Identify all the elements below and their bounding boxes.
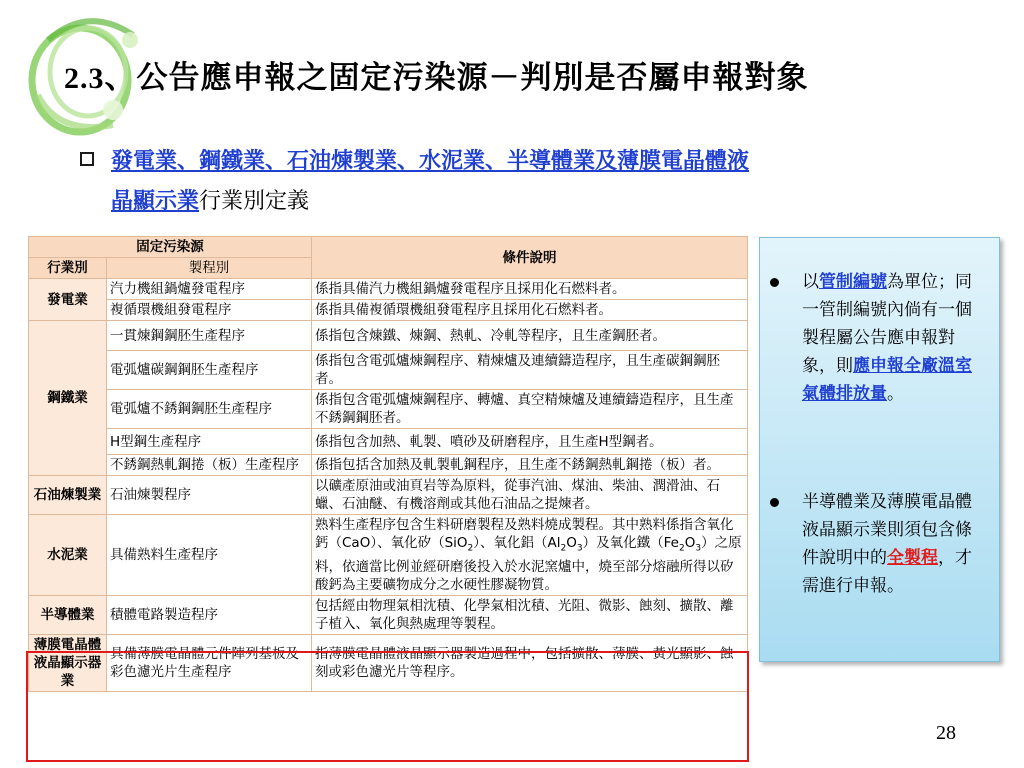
process-cell: 汽力機組鍋爐發電程序 xyxy=(107,279,312,300)
title-number: 2.3 xyxy=(64,62,105,95)
process-cell: 不銹鋼熱軋鋼捲（板）生產程序 xyxy=(107,455,312,476)
note-link-whole-plant[interactable]: 應申報全廠溫室氣體排放量 xyxy=(802,356,972,404)
header-process: 製程別 xyxy=(107,258,312,279)
condition-cell: 係指具備複循環機組發電程序且採用化石燃料者。 xyxy=(312,300,748,321)
bullet-dot-icon xyxy=(770,278,779,287)
condition-cell: 係指包含電弧爐煉鋼程序、轉爐、真空精煉爐及連續鑄造程序，且生產不銹鋼鋼胚者。 xyxy=(312,390,748,429)
table-row xyxy=(29,390,748,429)
condition-cell: 係指包含煉鐵、煉鋼、熱軋、冷軋等程序，且生產鋼胚者。 xyxy=(312,321,748,351)
condition-cell: 指薄膜電晶體液晶顯示器製造過程中，包括擴散、薄膜、黃光顯影、蝕刻或彩色濾光片等程序。 xyxy=(312,634,748,691)
industry-cell: 水泥業 xyxy=(29,515,107,596)
table-row xyxy=(29,595,748,634)
table-row xyxy=(29,634,748,691)
condition-cell: 以礦產原油或油頁岩等為原料，從事汽油、煤油、柴油、潤滑油、石蠟、石油醚、有機溶劑或其他石油品之提煉者。 xyxy=(312,476,748,515)
process-cell: H型鋼生產程序 xyxy=(107,429,312,455)
process-cell: 積體電路製造程序 xyxy=(107,595,312,634)
table-row xyxy=(29,476,748,515)
table-row xyxy=(29,515,748,596)
note-highlight-full-process[interactable]: 全製程 xyxy=(887,548,938,568)
table-row xyxy=(29,279,748,300)
subheading-tft-link[interactable]: 晶顯示業 xyxy=(111,189,200,214)
note-text: 半導體業及薄膜電晶體液晶顯示業則須包含條件說明中的 xyxy=(802,492,972,568)
header-condition: 條件說明 xyxy=(312,237,748,279)
subscript: 2 xyxy=(467,543,474,554)
table-header-row xyxy=(29,237,748,258)
note-link-control-number[interactable]: 管制編號 xyxy=(819,272,887,292)
industry-cell: 石油煉製業 xyxy=(29,476,107,515)
process-cell: 石油煉製程序 xyxy=(107,476,312,515)
condition-text: ）、氧化鋁（Al xyxy=(473,535,561,551)
note-text: ，才需進行申報。 xyxy=(802,548,972,596)
industry-cell: 發電業 xyxy=(29,279,107,321)
table-row xyxy=(29,429,748,455)
title-text: 、公告應申報之固定污染源－判別是否屬申報對象 xyxy=(104,60,809,96)
condition-cell: 係指具備汽力機組鍋爐發電程序且採用化石燃料者。 xyxy=(312,279,748,300)
table-row xyxy=(29,321,748,351)
condition-text: ）之原料，依適當比例並經研磨後投入於水泥窯爐中，燒至部分熔融所得以矽酸鈣為主要礦物成分之水硬性膠凝物質。 xyxy=(315,535,742,593)
header-industry: 行業別 xyxy=(29,258,107,279)
process-cell: 具備熟料生產程序 xyxy=(107,515,312,596)
condition-text: O xyxy=(566,535,577,551)
table-row xyxy=(29,351,748,390)
condition-cell: 係指包括含加熱及軋製軋鋼程序，且生產不銹鋼熱軋鋼捲（板）者。 xyxy=(312,455,748,476)
industry-cell: 半導體業 xyxy=(29,595,107,634)
header-fixed-source: 固定污染源 xyxy=(29,237,312,258)
table-row xyxy=(29,300,748,321)
condition-text: O xyxy=(684,535,696,551)
condition-text: ）及氧化鐵（Fe xyxy=(582,535,679,551)
industry-definition-table xyxy=(28,236,748,692)
note-text: 為單位；同一管制編號內倘有一個製程屬公告應申報對象，則 xyxy=(802,272,972,376)
subscript: 3 xyxy=(576,543,583,554)
process-cell: 電弧爐碳鋼鋼胚生產程序 xyxy=(107,351,312,390)
bullet-dot-icon xyxy=(770,498,779,507)
condition-cell: 係指包含電弧爐煉鋼程序、精煉爐及連續鑄造程序，且生產碳鋼鋼胚者。 xyxy=(312,351,748,390)
condition-cell: 包括經由物理氣相沈積、化學氣相沈積、光阻、微影、蝕刻、擴散、離子植入、氧化與熱處理等製程。 xyxy=(312,595,748,634)
condition-cell: 係指包含加熱、軋製、噴砂及研磨程序，且生產H型鋼者。 xyxy=(312,429,748,455)
note-text: 以 xyxy=(802,272,819,292)
process-cell: 複循環機組發電程序 xyxy=(107,300,312,321)
condition-cell xyxy=(312,515,748,596)
industry-cell: 鋼鐵業 xyxy=(29,321,107,476)
note-text: 。 xyxy=(887,384,904,404)
subheading-suffix: 行業別定義 xyxy=(199,189,310,214)
industry-cell: 薄膜電晶體液晶顯示器業 xyxy=(29,634,107,691)
process-cell: 電弧爐不銹鋼鋼胚生產程序 xyxy=(107,390,312,429)
note-item-1 xyxy=(770,268,985,408)
note-item-2 xyxy=(770,488,985,600)
page-title xyxy=(64,52,809,97)
square-bullet-icon xyxy=(80,152,94,166)
page-number: 28 xyxy=(936,722,956,744)
table-row xyxy=(29,455,748,476)
note-callout xyxy=(759,237,1000,662)
process-cell: 具備薄膜電晶體元件陣列基板及彩色濾光片生產程序 xyxy=(107,634,312,691)
subheading-industries-link[interactable]: 發電業、鋼鐵業、石油煉製業、水泥業、半導體業及薄膜電晶體液 xyxy=(111,149,750,174)
subscript: 2 xyxy=(678,543,685,554)
process-cell: 一貫煉鋼鋼胚生產程序 xyxy=(107,321,312,351)
condition-text: 熟料生產程序包含生料研磨製程及熟料燒成製程。其中熟料係指含氧化鈣（CaO）、氧化矽（SiO xyxy=(315,517,734,551)
subscript: 2 xyxy=(560,543,567,554)
subscript: 3 xyxy=(695,543,702,554)
